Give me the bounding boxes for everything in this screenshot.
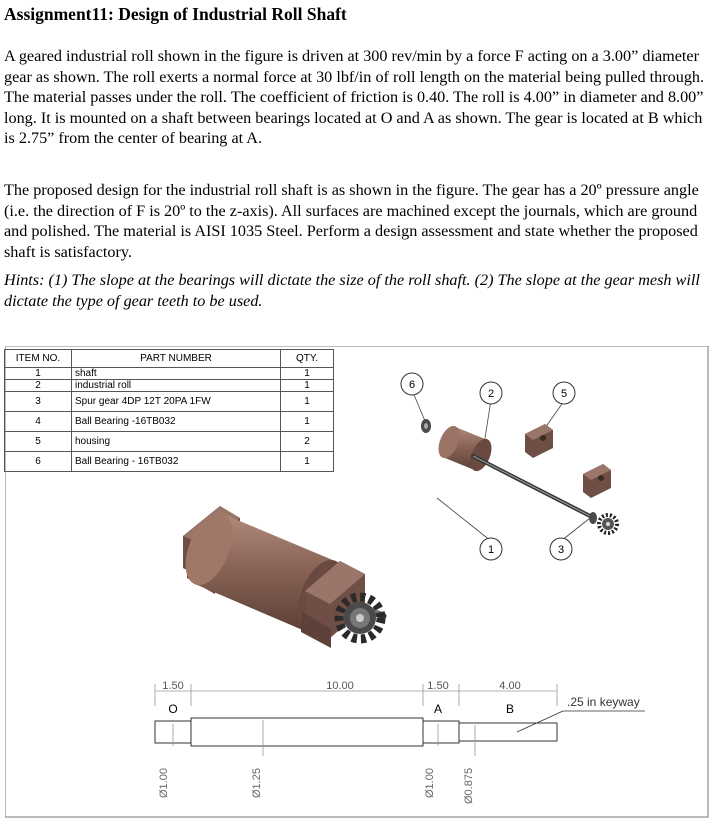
assembly-view bbox=[176, 506, 383, 648]
dim-1-50-right: 1.50 bbox=[427, 680, 449, 692]
svg-text:6: 6 bbox=[408, 379, 416, 391]
svg-text:2: 2 bbox=[487, 388, 495, 400]
keyway-label: .25 in keyway bbox=[567, 695, 640, 709]
dia-b: Ø0.875 bbox=[463, 767, 475, 804]
point-o: O bbox=[168, 702, 178, 716]
spur-gear bbox=[339, 597, 381, 639]
dim-1-50-left: 1.50 bbox=[162, 680, 184, 692]
shaft-drawing bbox=[155, 680, 645, 804]
dia-a: Ø1.00 bbox=[424, 768, 436, 798]
bom-header-part: PART NUMBER bbox=[72, 350, 281, 368]
dia-body: Ø1.25 bbox=[251, 768, 263, 798]
journal-a bbox=[423, 721, 459, 743]
design-paragraph: The proposed design for the industrial roll shaft is as shown in the figure. The gear has a 20º pressure angle (i.e. the direction of F is 20º to the z-axis). All surfaces are machined except the journals, which are ground and polished. The material is AISI 1035 Steel. Perform a design assessment and state whether the proposed shaft is satisfactory. bbox=[4, 181, 699, 261]
svg-text:3: 3 bbox=[557, 544, 565, 556]
bom-table bbox=[4, 349, 334, 472]
bom-row: 5 housing 2 bbox=[5, 432, 334, 452]
bom-row: 2 industrial roll 1 bbox=[5, 380, 334, 392]
bom-row: 3 Spur gear 4DP 12T 20PA 1FW 1 bbox=[5, 392, 334, 412]
exploded-housing-5b bbox=[583, 464, 611, 498]
bom-header-item: ITEM NO. bbox=[5, 350, 72, 368]
bom-row: 4 Ball Bearing -16TB032 1 bbox=[5, 412, 334, 432]
exploded-view bbox=[401, 373, 617, 560]
balloon-2 bbox=[480, 382, 502, 404]
exploded-shaft-1 bbox=[473, 456, 590, 516]
balloon-1 bbox=[480, 538, 502, 560]
shaft-body bbox=[191, 718, 423, 746]
exploded-gear-3 bbox=[599, 515, 617, 533]
bom-header-qty: QTY. bbox=[281, 350, 334, 368]
dim-4-00: 4.00 bbox=[499, 680, 521, 692]
balloon-3 bbox=[550, 538, 572, 560]
dia-o: Ø1.00 bbox=[158, 768, 170, 798]
bom-row: 6 Ball Bearing - 16TB032 1 bbox=[5, 452, 334, 472]
exploded-housing-5a bbox=[525, 424, 553, 458]
balloon-6 bbox=[401, 373, 423, 395]
problem-paragraph: A geared industrial roll shown in the figure is driven at 300 rev/min by a force F acting on a 3.00” diameter gear as shown. The roll exerts a normal force at 30 lbf/in of roll length on the material being pulled through. The material passes under the roll. The coefficient of friction is 0.40. The roll is 4.00” in diameter and 8.00” long. It is mounted on a shaft between bearings located at O and A as shown. The gear is located at B which is 2.75” from the center of bearing at A. bbox=[4, 47, 705, 148]
point-a: A bbox=[433, 702, 443, 716]
exploded-bearing-4 bbox=[589, 512, 597, 524]
gear-seat bbox=[459, 723, 557, 741]
point-b: B bbox=[505, 702, 515, 716]
svg-text:1: 1 bbox=[487, 544, 495, 556]
svg-text:5: 5 bbox=[560, 388, 568, 400]
bom-row: 1 shaft 1 bbox=[5, 368, 334, 380]
dim-10-00: 10.00 bbox=[326, 680, 354, 692]
hints-paragraph: Hints: (1) The slope at the bearings will dictate the size of the roll shaft. (2) The slope at the gear mesh will dictate the type of gear teeth to be used. bbox=[4, 271, 700, 310]
balloon-5 bbox=[553, 382, 575, 404]
exploded-bearing-6 bbox=[421, 419, 431, 433]
page-title: Assignment11: Design of Industrial Roll Shaft bbox=[4, 4, 347, 24]
